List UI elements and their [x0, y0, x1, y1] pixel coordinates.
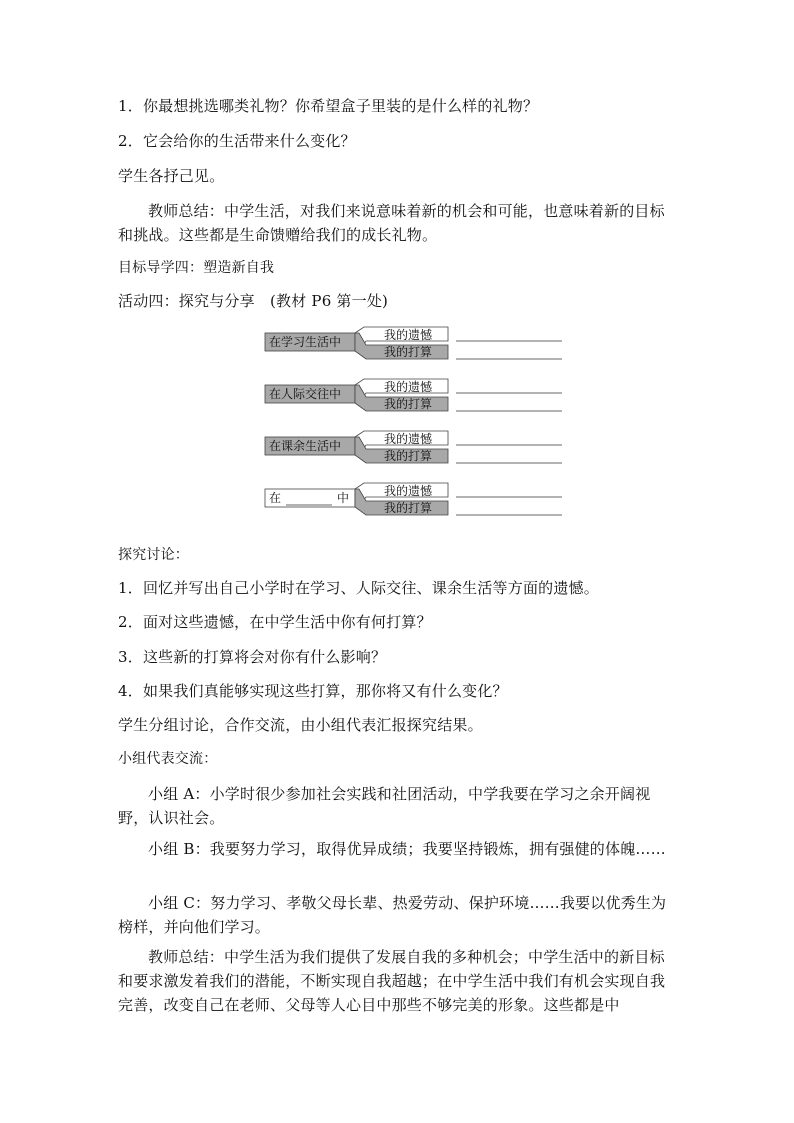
question-2: 2．它会给你的生活带来什么变化？ — [118, 132, 356, 150]
diagram-row-4-label-prefix: 在 — [269, 491, 282, 505]
diagram-row-2-label: 在人际交往中 — [269, 387, 342, 401]
discussion-question-2: 2．面对这些遗憾，在中学生活中你有何打算？ — [118, 613, 432, 631]
diagram-row-3 — [265, 431, 562, 463]
diagram-row-2-plan: 我的打算 — [384, 397, 433, 411]
activity-heading: 活动四：探究与分享 (教材 P6 第一处) — [118, 292, 389, 310]
diagram-row-1-label: 在学习生活中 — [269, 335, 342, 349]
student-response-1: 学生各抒己见。 — [118, 167, 225, 185]
diagram-row-4-label-suffix: 中 — [337, 491, 350, 505]
diagram-row-1-regret: 我的遗憾 — [384, 328, 433, 342]
question-1: 1．你最想挑选哪类礼物？你希望盒子里装的是什么样的礼物？ — [118, 97, 539, 115]
diagram-row-2-regret: 我的遗憾 — [384, 380, 433, 394]
diagram-row-3-label: 在课余生活中 — [269, 439, 342, 453]
goal-heading: 目标导学四：塑造新自我 — [118, 260, 275, 276]
discussion-heading: 探究讨论： — [118, 547, 189, 563]
diagram-row-3-regret: 我的遗憾 — [384, 432, 433, 446]
diagram-row-4 — [265, 483, 562, 515]
diagram-row-3-plan: 我的打算 — [384, 449, 433, 463]
discussion-question-4: 4．如果我们真能够实现这些打算，那你将又有什么变化？ — [118, 682, 508, 700]
discussion-question-1: 1．回忆并写出自己小学时在学习、人际交往、课余生活等方面的遗憾。 — [118, 579, 599, 597]
reflection-diagram — [264, 325, 564, 525]
diagram-row-1 — [265, 327, 562, 359]
discussion-question-3: 3．这些新的打算将会对你有什么影响？ — [118, 648, 387, 666]
group-c: 小组 C：努力学习、孝敬父母长辈、热爱劳动、保护环境……我要以优秀生为榜样，并向他们学习。 — [118, 894, 667, 936]
group-heading: 小组代表交流： — [118, 751, 218, 767]
diagram-row-2 — [265, 379, 562, 411]
diagram-row-1-plan: 我的打算 — [384, 345, 433, 359]
student-response-2: 学生分组讨论，合作交流，由小组代表汇报探究结果。 — [118, 716, 483, 734]
group-a: 小组 A：小学时很少参加社会实践和社团活动，中学我要在学习之余开阔视野，认识社会。 — [118, 785, 651, 827]
teacher-summary-1: 教师总结：中学生活，对我们来说意味着新的机会和可能，也意味着新的目标和挑战。这些都是生命馈赠给我们的成长礼物。 — [118, 202, 665, 244]
teacher-summary-2: 教师总结：中学生活为我们提供了发展自我的多种机会；中学生活中的新目标和要求激发着我们的潜能，不断实现自我超越；在中学生活中我们有机会实现自我完善，改变自己在老师、父母等人心目中那些不够完美的形象。这些都是中 — [118, 948, 666, 1014]
diagram-row-4-plan: 我的打算 — [384, 501, 433, 515]
diagram-row-4-regret: 我的遗憾 — [384, 484, 433, 498]
group-b: 小组 B：我要努力学习，取得优异成绩；我要坚持锻炼，拥有强健的体魄…… — [148, 840, 666, 858]
